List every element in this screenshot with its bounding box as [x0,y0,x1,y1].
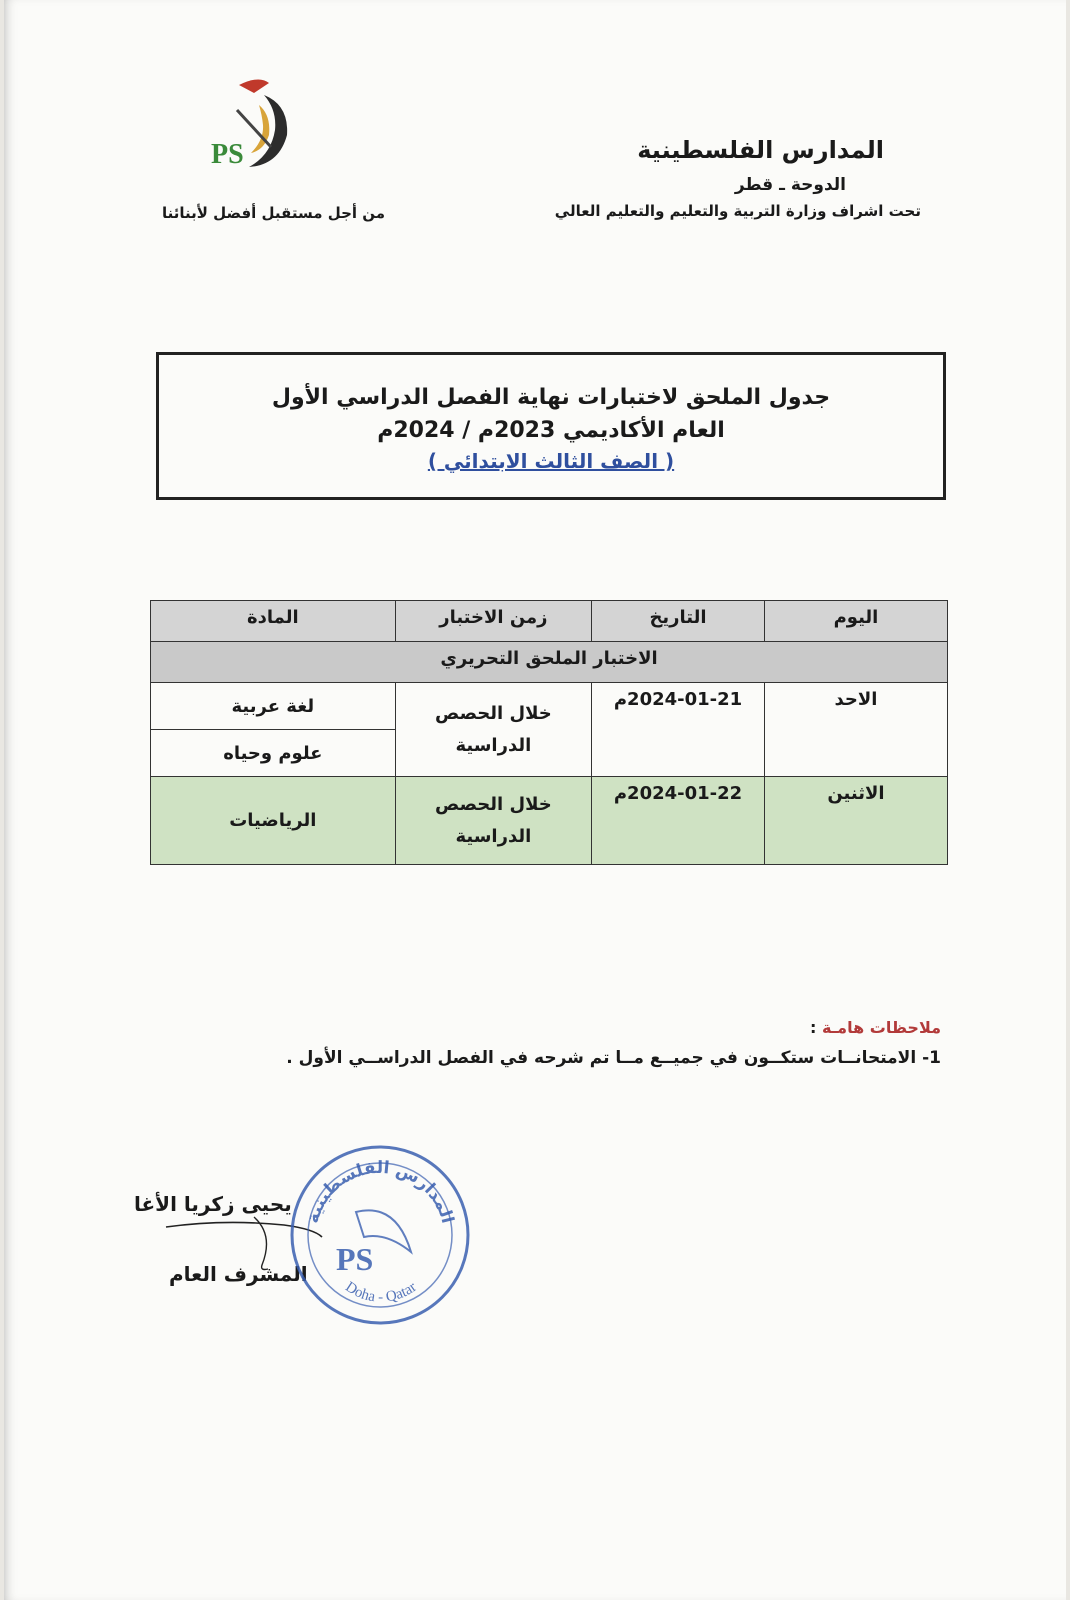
header-day: اليوم [764,601,947,642]
subject-cell: الرياضيات [151,777,396,865]
subject-cell: علوم وحياه [151,730,396,777]
header-time: زمن الاختبار [395,601,591,642]
header-subject: المادة [151,601,396,642]
svg-text:PS: PS [336,1241,374,1277]
time-cell: خلال الحصص الدراسية [395,777,591,865]
school-city: الدوحة ـ قطر [734,175,846,195]
notes-title: ملاحظات هامـة [821,1018,941,1037]
date-cell: 2024-01-22م [592,777,765,865]
school-logo [209,75,304,175]
svg-text:المدارس الفلسطينية: المدارس الفلسطينية [302,1157,458,1226]
svg-text:PS: PS [211,139,244,170]
signatory-name: يحيى زكريا الأغا [134,1192,292,1216]
document-page [4,0,1066,1600]
table-header-row [151,601,948,642]
notes-heading [810,1018,941,1037]
academic-year: العام الأكاديمي 2023م / 2024م [377,418,725,443]
table-row [151,777,948,865]
supervision-text: تحت اشراف وزارة التربية والتعليم والتعليم العالي [554,202,921,220]
table-row [151,683,948,730]
subject-cell: لغة عربية [151,683,396,730]
title-box [156,352,946,500]
grade-label: ( الصف الثالث الابتدائي ) [427,449,675,473]
doc-title: جدول الملحق لاختبارات نهاية الفصل الدراسي الأول [271,385,831,410]
day-cell: الاثنين [764,777,947,865]
header-date: التاريخ [592,601,765,642]
day-cell: الاحد [764,683,947,777]
school-slogan: من أجل مستقبل أفضل لأبنائنا [162,204,386,222]
section-label: الاختبار الملحق التحريري [151,642,948,683]
time-cell: خلال الحصص الدراسية [395,683,591,777]
school-name: المدارس الفلسطينية [637,136,884,164]
section-row [151,642,948,683]
note-item: 1- الامتحانــات ستكــون في جميــع مــا تم شرحه في الفصل الدراســي الأول . [286,1048,941,1068]
svg-text:Doha - Qatar: Doha - Qatar [342,1279,420,1306]
date-cell: 2024-01-21م [592,683,765,777]
exam-schedule-table [150,600,948,865]
notes-colon: : [810,1018,822,1037]
signatory-role: المشرف العام [169,1262,308,1286]
school-stamp [286,1142,474,1328]
